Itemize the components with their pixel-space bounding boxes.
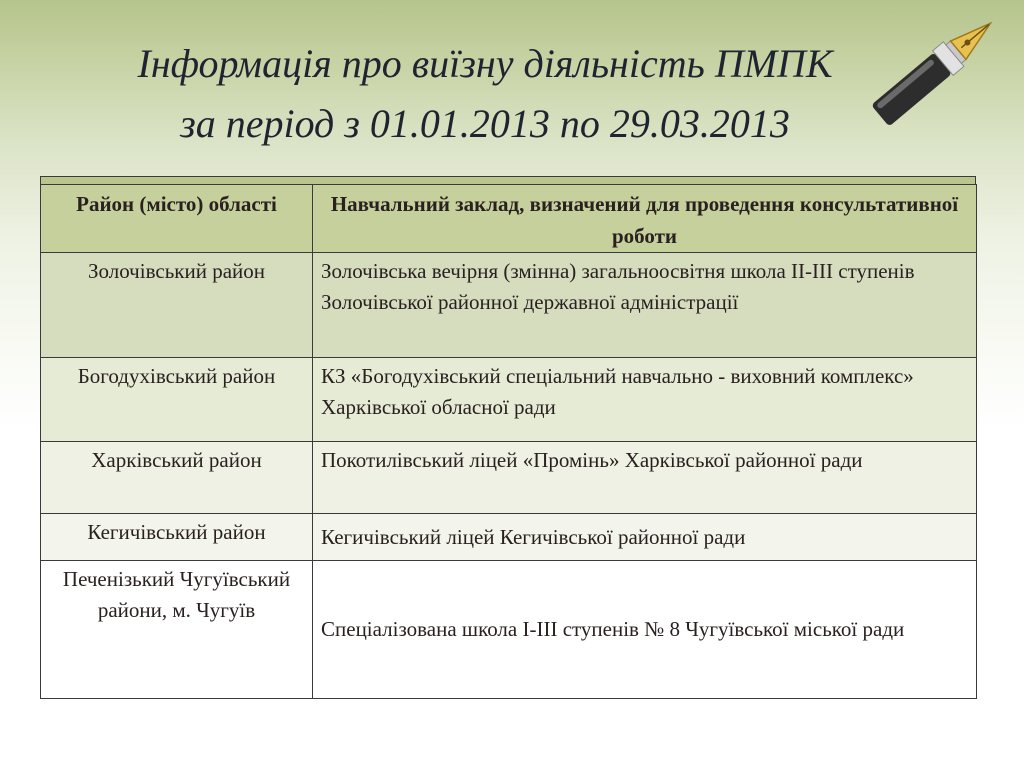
slide-title [20, 34, 950, 154]
table-row [41, 561, 977, 699]
table-row [41, 442, 977, 514]
table-row [41, 514, 977, 561]
table-top-bar [40, 176, 976, 184]
title-line-1: Інформація про виїзну діяльність ПМПК [137, 41, 833, 86]
cell-school: Спеціалізована школа І-ІІІ ступенів № 8 Чугуївської міської ради [313, 561, 977, 699]
cell-school: Кегичівський ліцей Кегичівської районної ради [313, 514, 977, 561]
cell-school: Покотилівський ліцей «Промінь» Харківської районної ради [313, 442, 977, 514]
cell-district: Богодухівський район [41, 358, 313, 442]
cell-school: Золочівська вечірня (змінна) загальноосвітня школа ІІ-ІІІ ступенів Золочівської районної державної адміністрації [313, 253, 977, 358]
title-line-2: за період з 01.01.2013 по 29.03.2013 [180, 101, 790, 146]
cell-district: Печенізький Чугуївський райони, м. Чугуїв [41, 561, 313, 699]
table-row [41, 358, 977, 442]
table-header-row [41, 185, 977, 253]
cell-district: Кегичівський район [41, 514, 313, 561]
header-district: Район (місто) області [41, 185, 313, 253]
cell-district: Харківський район [41, 442, 313, 514]
cell-school: КЗ «Богодухівський спеціальний навчально - виховний комплекс» Харківської обласної ради [313, 358, 977, 442]
table-row [41, 253, 977, 358]
header-school: Навчальний заклад, визначений для проведення консультативної роботи [313, 185, 977, 253]
cell-district: Золочівський район [41, 253, 313, 358]
fountain-pen-icon [858, 4, 1018, 154]
info-table [40, 184, 977, 699]
